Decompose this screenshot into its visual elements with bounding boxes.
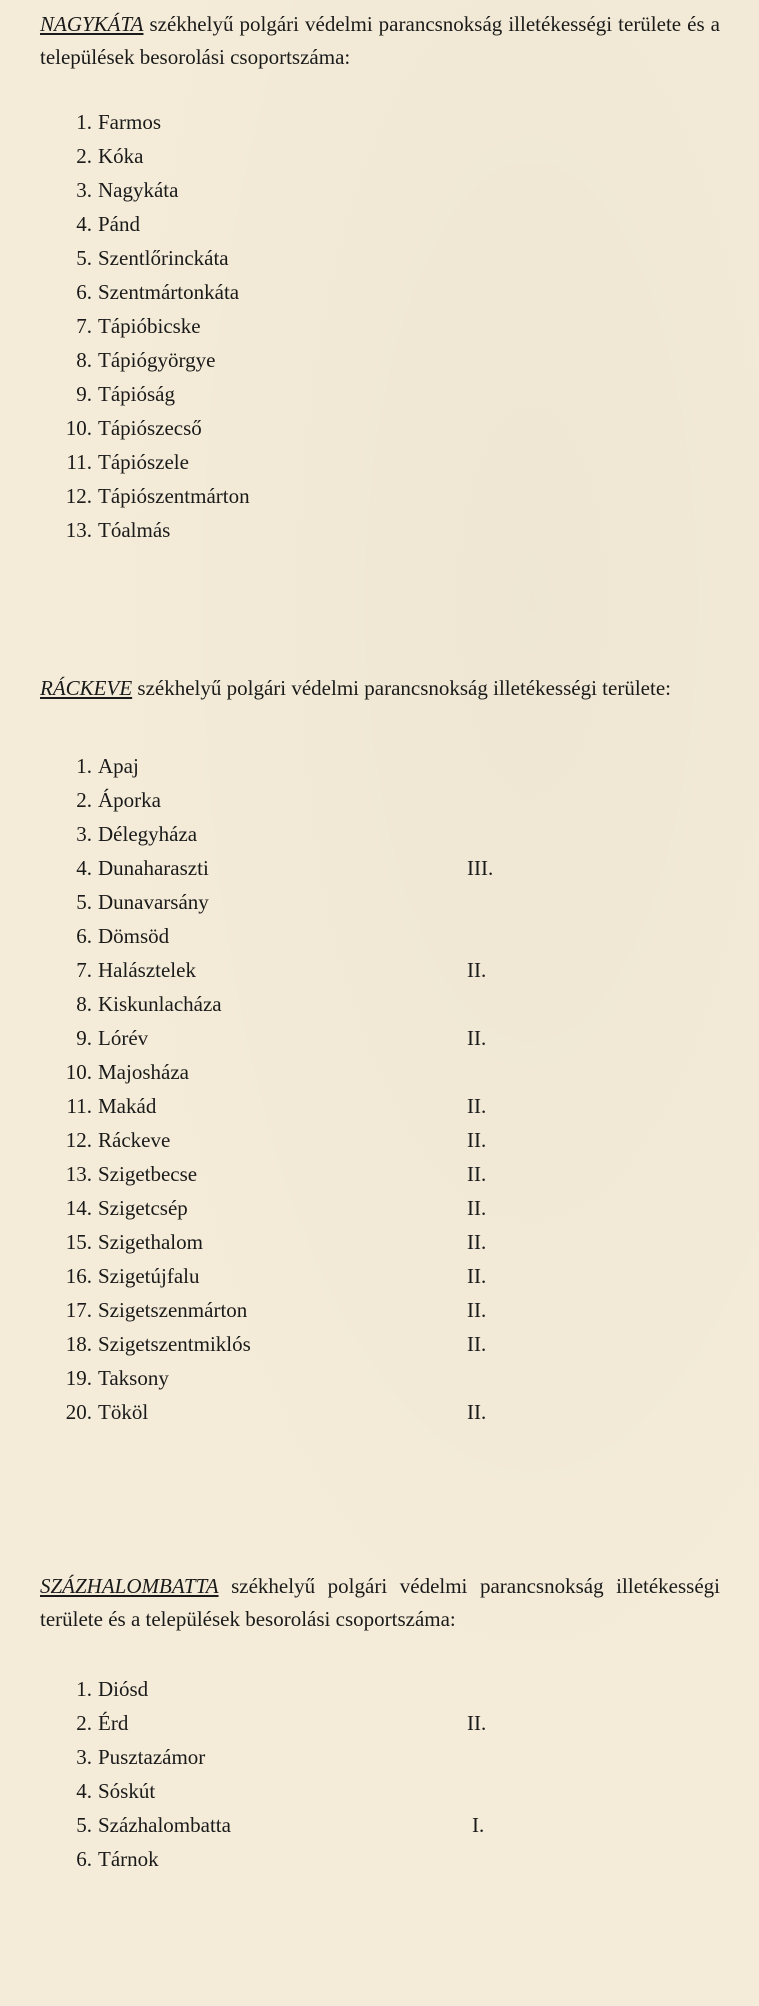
group-number: II. (467, 1196, 487, 1220)
settlement-name: Szentlőrinckáta (98, 246, 229, 270)
item-number: 13. (65, 1162, 92, 1186)
settlement-name: Tóalmás (98, 518, 171, 542)
item-number: 5. (76, 246, 92, 270)
item-number: 4. (76, 856, 92, 880)
list-item (40, 1672, 720, 1706)
settlement-list (40, 105, 720, 547)
item-number: 4. (76, 1779, 92, 1803)
item-number: 5. (76, 1813, 92, 1837)
group-number: I. (472, 1813, 485, 1837)
list-item (40, 1842, 720, 1876)
list-item (40, 343, 720, 377)
settlement-name: Tápiószecső (98, 416, 202, 440)
settlement-name: Taksony (98, 1366, 169, 1390)
list-item (40, 1293, 720, 1327)
settlement-name: Kiskunlacháza (98, 992, 222, 1016)
list-item (40, 1808, 720, 1842)
settlement-name: Tápiószentmárton (98, 484, 250, 508)
list-item (40, 987, 720, 1021)
settlement-name: Tápiószele (98, 450, 189, 474)
item-number: 11. (66, 450, 92, 474)
list-item (40, 783, 720, 817)
settlement-name: Szentmártonkáta (98, 280, 240, 304)
group-number: III. (467, 856, 494, 880)
group-number: II. (467, 1264, 487, 1288)
section-intro (40, 672, 720, 705)
list-item (40, 445, 720, 479)
settlement-name: Makád (98, 1094, 157, 1118)
list-item (40, 105, 720, 139)
list-item (40, 1123, 720, 1157)
settlement-name: Pánd (98, 212, 140, 236)
item-number: 10. (65, 416, 92, 440)
settlement-list (40, 1672, 720, 1876)
item-number: 8. (76, 992, 92, 1016)
item-number: 14. (65, 1196, 92, 1220)
list-item (40, 1706, 720, 1740)
group-number: II. (467, 958, 487, 982)
list-item (40, 377, 720, 411)
settlement-name: Tápióság (98, 382, 175, 406)
settlement-name: Szigetszentmiklós (98, 1332, 251, 1356)
item-number: 9. (76, 1026, 92, 1050)
item-number: 2. (76, 788, 92, 812)
group-number: II. (467, 1094, 487, 1118)
section-rackeve (40, 672, 720, 1429)
list-item (40, 1089, 720, 1123)
list-item (40, 1021, 720, 1055)
item-number: 15. (65, 1230, 92, 1254)
item-number: 2. (76, 144, 92, 168)
list-item (40, 275, 720, 309)
list-item (40, 173, 720, 207)
intro-text: székhelyű polgári védelmi parancsnokság illetékességi területe és a települések besorolási csoportszáma: (40, 12, 720, 69)
item-number: 20. (65, 1400, 92, 1424)
intro-text: székhelyű polgári védelmi parancsnokság illetékességi területe: (132, 676, 671, 700)
settlement-name: Szigetcsép (98, 1196, 188, 1220)
settlement-name: Áporka (98, 788, 161, 812)
item-number: 4. (76, 212, 92, 236)
item-number: 12. (65, 1128, 92, 1152)
list-item (40, 309, 720, 343)
settlement-name: Nagykáta (98, 178, 179, 202)
item-number: 13. (65, 518, 92, 542)
section-intro (40, 8, 720, 74)
list-item (40, 207, 720, 241)
group-number: II. (467, 1230, 487, 1254)
list-item (40, 817, 720, 851)
group-number: II. (467, 1026, 487, 1050)
settlement-name: Érd (98, 1711, 129, 1735)
list-item (40, 1740, 720, 1774)
list-item (40, 1225, 720, 1259)
settlement-name: Apaj (98, 754, 139, 778)
list-item (40, 1055, 720, 1089)
list-item (40, 1157, 720, 1191)
item-number: 6. (76, 280, 92, 304)
settlement-name: Délegyháza (98, 822, 198, 846)
settlement-name: Majosháza (98, 1060, 189, 1084)
item-number: 9. (76, 382, 92, 406)
settlement-name: Farmos (98, 110, 161, 134)
group-number: II. (467, 1400, 487, 1424)
settlement-name: Százhalombatta (98, 1813, 231, 1837)
item-number: 1. (76, 110, 92, 134)
settlement-name: Pusztazámor (98, 1745, 206, 1769)
settlement-name: Sóskút (98, 1779, 156, 1803)
group-number: II. (467, 1332, 487, 1356)
section-intro (40, 1570, 720, 1636)
item-number: 1. (76, 1677, 92, 1701)
list-item (40, 953, 720, 987)
town-name: SZÁZHALOMBATTA (40, 1574, 219, 1598)
settlement-name: Dunavarsány (98, 890, 209, 914)
list-item (40, 1361, 720, 1395)
settlement-name: Tápiógyörgye (98, 348, 216, 372)
settlement-name: Szigetbecse (98, 1162, 198, 1186)
list-item (40, 411, 720, 445)
list-item (40, 479, 720, 513)
intro-text: székhelyű polgári védelmi parancsnokság illetékességi területe és a települések besorolási csoportszáma: (40, 1574, 720, 1631)
item-number: 7. (76, 314, 92, 338)
settlement-name: Kóka (98, 144, 144, 168)
item-number: 18. (65, 1332, 92, 1356)
item-number: 11. (66, 1094, 92, 1118)
group-number: II. (467, 1128, 487, 1152)
settlement-list (40, 749, 720, 1429)
list-item (40, 241, 720, 275)
list-item (40, 885, 720, 919)
list-item (40, 1191, 720, 1225)
group-number: II. (467, 1711, 487, 1735)
settlement-name: Szigetújfalu (98, 1264, 200, 1288)
item-number: 8. (76, 348, 92, 372)
item-number: 16. (65, 1264, 92, 1288)
item-number: 3. (76, 822, 92, 846)
list-item (40, 1395, 720, 1429)
item-number: 7. (76, 958, 92, 982)
item-number: 6. (76, 1847, 92, 1871)
town-name: RÁCKEVE (40, 676, 133, 700)
item-number: 17. (65, 1298, 92, 1322)
item-number: 3. (76, 178, 92, 202)
list-item (40, 513, 720, 547)
settlement-name: Ráckeve (98, 1128, 171, 1152)
item-number: 2. (76, 1711, 92, 1735)
settlement-name: Diósd (98, 1677, 149, 1701)
item-number: 3. (76, 1745, 92, 1769)
settlement-name: Tárnok (98, 1847, 159, 1871)
item-number: 19. (65, 1366, 92, 1390)
settlement-name: Dömsöd (98, 924, 170, 948)
list-item (40, 749, 720, 783)
list-item (40, 851, 720, 885)
item-number: 10. (65, 1060, 92, 1084)
item-number: 5. (76, 890, 92, 914)
item-number: 12. (65, 484, 92, 508)
group-number: II. (467, 1162, 487, 1186)
section-szazhalombatta (40, 1570, 720, 1876)
list-item (40, 919, 720, 953)
settlement-name: Dunaharaszti (98, 856, 209, 880)
settlement-name: Szigethalom (98, 1230, 203, 1254)
item-number: 1. (76, 754, 92, 778)
list-item (40, 1259, 720, 1293)
settlement-name: Tököl (98, 1400, 149, 1424)
group-number: II. (467, 1298, 487, 1322)
list-item (40, 1774, 720, 1808)
settlement-name: Szigetszenmárton (98, 1298, 248, 1322)
item-number: 6. (76, 924, 92, 948)
settlement-name: Lórév (98, 1026, 149, 1050)
town-name: NAGYKÁTA (40, 12, 144, 36)
list-item (40, 1327, 720, 1361)
settlement-name: Tápióbicske (98, 314, 201, 338)
list-item (40, 139, 720, 173)
section-nagykata (40, 8, 720, 547)
settlement-name: Halásztelek (98, 958, 196, 982)
